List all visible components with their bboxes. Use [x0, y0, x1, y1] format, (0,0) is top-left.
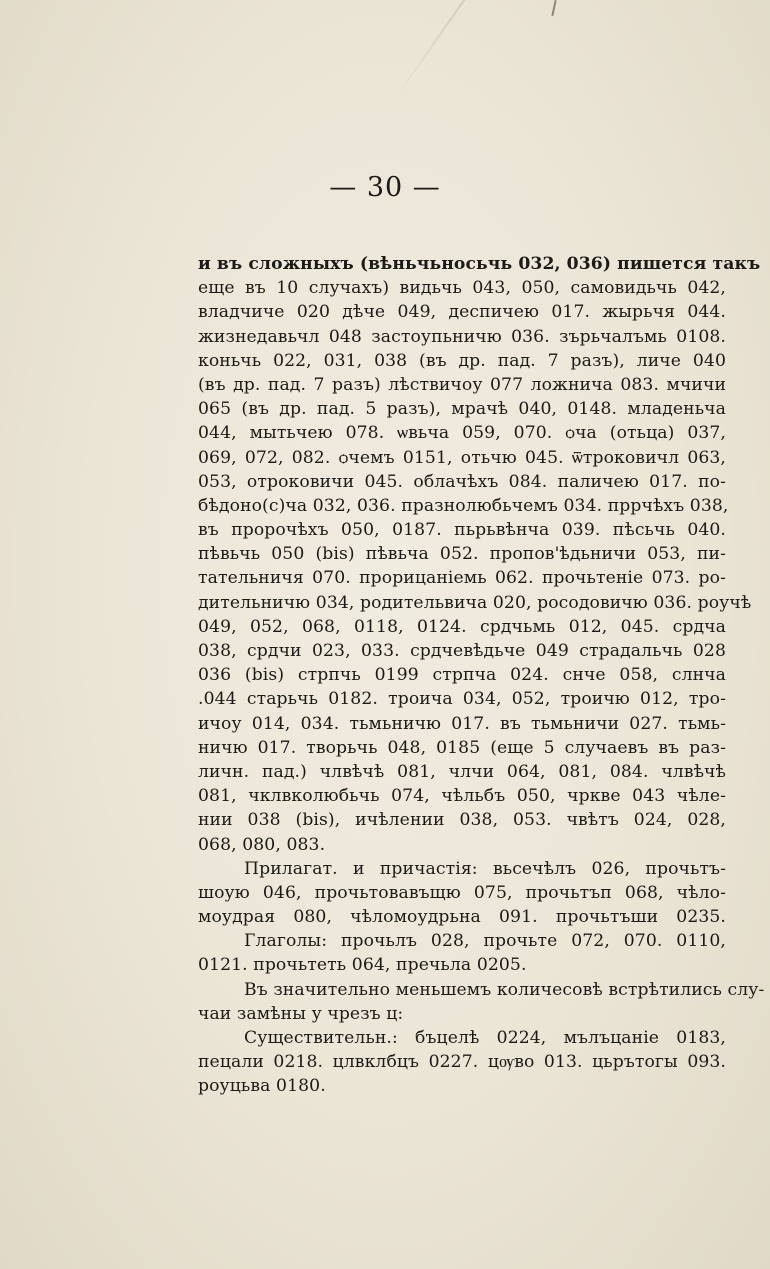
text-line: 053, отроковичи 045. облачѣхъ 084. паличею 017. по-: [198, 471, 726, 492]
text-line: дительничю 034, родительвича 020, росодовичю 036. роучѣ: [198, 592, 752, 613]
text-line: владчиче 020 дѣче 049, деспичею 017. жырьчя 044.: [198, 302, 726, 323]
text-line: Прилагат. и причастія: вьсечѣлъ 026, прочьтъ-: [244, 858, 726, 879]
text-line: чаи замѣны у чрезъ ц:: [198, 1003, 404, 1024]
text-line: .044 старьчь 0182. троича 034, 052, троичю 012, тро-: [198, 689, 726, 710]
text-line: личн. пад.) члвѣчѣ 081, члчи 064, 081, 084. члвѣчѣ: [198, 761, 726, 782]
text-line: 068, 080, 083.: [198, 834, 326, 855]
text-line: 044, мытьчею 078. ѡвьча 059, 070. ѻча (отьца) 037,: [198, 423, 726, 444]
text-line: 069, 072, 082. ѻчемъ 0151, отьчю 045. ѿтроковичл 063,: [198, 447, 726, 468]
text-line: тательничя 070. прорицаніемь 062. прочьтеніе 073. ро-: [198, 568, 726, 589]
text-line: Глаголы: прочьлъ 028, прочьте 072, 070. 0110,: [244, 931, 726, 952]
text-line: 038, срдчи 023, 033. срдчевѣдьче 049 страдальчь 028: [198, 641, 726, 661]
text-line: жизнедавьчл 048 застоупьничю 036. зърьчалъмь 0108.: [198, 326, 726, 347]
text-line: 049, 052, 068, 0118, 0124. срдчьмь 012, 045. срдча: [198, 616, 726, 637]
text-line: Въ значительно меньшемъ количесовѣ встрѣтились слу-: [244, 979, 765, 1000]
text-line: нии 038 (bis), ичѣлении 038, 053. чвѣтъ 024, 028,: [198, 810, 726, 831]
text-line: пецали 0218. цлвклбцъ 0227. цѹво 013. цьрътогы 093.: [198, 1052, 726, 1073]
text-line: ичоу 014, 034. тьмьничю 017. въ тьмьничи 027. тьмь-: [198, 713, 726, 734]
text-line: коньчь 022, 031, 038 (въ др. пад. 7 разъ), личе 040: [198, 350, 726, 371]
paper-crease: [395, 0, 471, 98]
text-line: роуцьва 0180.: [198, 1076, 326, 1097]
text-line: 081, чклвколюбьчь 074, чѣльбъ 050, чрквe 043 чѣле-: [198, 786, 726, 807]
text-line: 036 (bis) стрпчь 0199 стрпча 024. снче 058, слнча: [198, 665, 726, 686]
page-number: — 30 —: [329, 172, 441, 203]
text-line: шоую 046, прочьтовавъщю 075, прочьтъп 068, чѣло-: [198, 882, 726, 903]
text-line: (въ др. пад. 7 разъ) лѣствичоу 077 ложнича 083. мчичи: [198, 374, 726, 395]
text-line: моудрая 080, чѣломоудрьна 091. прочьтъши 0235.: [198, 907, 726, 928]
text-line: 065 (въ др. пад. 5 разъ), мрачѣ 040, 0148. младеньча: [198, 399, 726, 420]
text-line: и въ сложныхъ (вѣньчьносьчь 032, 036) пишется такъ: [198, 254, 761, 274]
text-line: 0121. прочьтеть 064, пречьла 0205.: [198, 955, 527, 976]
text-line: ничю 017. творьчь 048, 0185 (еще 5 случаевъ въ раз-: [198, 737, 726, 758]
text-line: пѣвьчь 050 (bis) пѣвьча 052. пропов'ѣдьничи 053, пи-: [198, 544, 726, 565]
text-line: бѣдоно(с)ча 032, 036. празнолюбьчемъ 034. пррчѣхъ 038,: [198, 495, 729, 516]
text-line: въ пророчѣхъ 050, 0187. пьрьвѣнча 039. пѣсьчь 040.: [198, 520, 726, 541]
body-text: [198, 252, 765, 1099]
edge-mark: [551, 0, 556, 16]
text-line: Существительн.: бъцелѣ 0224, мълъцаніе 0183,: [244, 1028, 726, 1048]
text-line: еще въ 10 случахъ) видьчь 043, 050, самовидьчь 042,: [198, 278, 726, 299]
